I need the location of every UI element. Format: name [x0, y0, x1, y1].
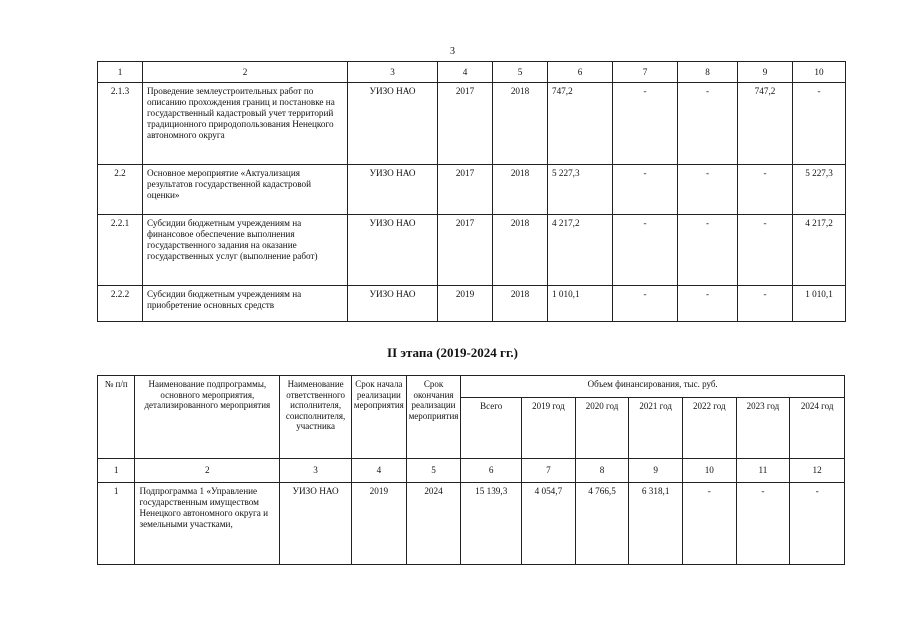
row-number: 2.1.3 [98, 83, 143, 165]
row-start-year: 2017 [438, 83, 493, 165]
row-executor: УИЗО НАО [348, 286, 438, 322]
row-end-year: 2018 [493, 83, 548, 165]
table-header-row [98, 62, 846, 83]
stage-one-table [97, 61, 846, 322]
index-cell: 4 [352, 459, 407, 483]
header-cell: 7 [613, 62, 678, 83]
row-total: 747,2 [548, 83, 613, 165]
row-value: - [738, 165, 793, 215]
row-start-year: 2017 [438, 165, 493, 215]
row-value: - [678, 165, 738, 215]
header-funding: Объем финансирования, тыс. руб. [461, 376, 845, 398]
header-year: 2021 год [629, 398, 683, 459]
header-total: Всего [461, 398, 522, 459]
table-header-row [98, 376, 845, 398]
row-executor: УИЗО НАО [280, 483, 352, 565]
row-value: - [738, 215, 793, 286]
index-cell: 3 [280, 459, 352, 483]
index-cell: 7 [522, 459, 576, 483]
header-start: Срок начала реализации мероприятия [352, 376, 407, 459]
stage-title: II этапа (2019-2024 гг.) [387, 345, 518, 360]
row-name: Основное мероприятие «Актуализация результатов государственной кадастровой оценки» [143, 165, 348, 215]
row-name: Проведение землеустроительных работ по описанию прохождения границ и постановке на государственный кадастровый учет территорий традиционного природопользования Ненецкого автономного округа [143, 83, 348, 165]
row-executor: УИЗО НАО [348, 165, 438, 215]
table-row [98, 215, 846, 286]
row-end-year: 2018 [493, 286, 548, 322]
row-start-year: 2019 [438, 286, 493, 322]
row-value: - [736, 483, 790, 565]
row-total: 5 227,3 [548, 165, 613, 215]
header-cell: 10 [793, 62, 846, 83]
index-cell: 9 [629, 459, 683, 483]
page-number: 3 [450, 46, 455, 57]
index-cell: 6 [461, 459, 522, 483]
row-number: 2.2.2 [98, 286, 143, 322]
row-number: 1 [98, 483, 135, 565]
stage-two-table [97, 375, 845, 565]
row-number: 2.2 [98, 165, 143, 215]
row-end-year: 2018 [493, 165, 548, 215]
index-cell: 12 [790, 459, 845, 483]
index-cell: 5 [406, 459, 461, 483]
row-start-year: 2019 [352, 483, 407, 565]
index-cell: 8 [575, 459, 629, 483]
row-end-year: 2018 [493, 215, 548, 286]
column-index-row [98, 459, 845, 483]
row-value: 4 054,7 [522, 483, 576, 565]
row-name: Субсидии бюджетным учреждениям на финансовое обеспечение выполнения государственного задания на оказание государственных услуг (выполнение работ) [143, 215, 348, 286]
row-value: - [793, 83, 846, 165]
header-cell: 8 [678, 62, 738, 83]
header-cell: 1 [98, 62, 143, 83]
row-number: 2.2.1 [98, 215, 143, 286]
header-end: Срок окончания реализации мероприятия [406, 376, 461, 459]
header-cell: 3 [348, 62, 438, 83]
index-cell: 11 [736, 459, 790, 483]
row-total: 15 139,3 [461, 483, 522, 565]
header-executor: Наименование ответственного исполнителя, соисполнителя, участника [280, 376, 352, 459]
index-cell: 1 [98, 459, 135, 483]
row-value: - [678, 215, 738, 286]
row-name: Субсидии бюджетным учреждениям на приобретение основных средств [143, 286, 348, 322]
header-cell: 2 [143, 62, 348, 83]
row-value: - [738, 286, 793, 322]
row-value: - [613, 215, 678, 286]
row-value: - [613, 83, 678, 165]
row-value: - [613, 286, 678, 322]
header-year: 2022 год [682, 398, 736, 459]
table-row [98, 83, 846, 165]
row-start-year: 2017 [438, 215, 493, 286]
row-value: 4 766,5 [575, 483, 629, 565]
row-total: 4 217,2 [548, 215, 613, 286]
row-executor: УИЗО НАО [348, 83, 438, 165]
header-cell: 5 [493, 62, 548, 83]
row-value: 6 318,1 [629, 483, 683, 565]
row-value: 5 227,3 [793, 165, 846, 215]
row-value: 4 217,2 [793, 215, 846, 286]
index-cell: 10 [682, 459, 736, 483]
row-value: - [790, 483, 845, 565]
row-value: - [682, 483, 736, 565]
row-value: - [678, 83, 738, 165]
header-name: Наименование подпрограммы, основного мероприятия, детализированного мероприятия [135, 376, 280, 459]
table-row [98, 286, 846, 322]
row-end-year: 2024 [406, 483, 461, 565]
table-row [98, 483, 845, 565]
row-value: 1 010,1 [793, 286, 846, 322]
row-value: - [678, 286, 738, 322]
header-year: 2023 год [736, 398, 790, 459]
header-cell: 4 [438, 62, 493, 83]
header-year: 2020 год [575, 398, 629, 459]
header-cell: 6 [548, 62, 613, 83]
row-name: Подпрограмма 1 «Управление государственным имуществом Ненецкого автономного округа и земельными участками, [135, 483, 280, 565]
row-executor: УИЗО НАО [348, 215, 438, 286]
header-number: № п/п [98, 376, 135, 459]
row-value: - [613, 165, 678, 215]
index-cell: 2 [135, 459, 280, 483]
header-cell: 9 [738, 62, 793, 83]
table-row [98, 165, 846, 215]
row-value: 747,2 [738, 83, 793, 165]
header-year: 2024 год [790, 398, 845, 459]
row-total: 1 010,1 [548, 286, 613, 322]
header-year: 2019 год [522, 398, 576, 459]
